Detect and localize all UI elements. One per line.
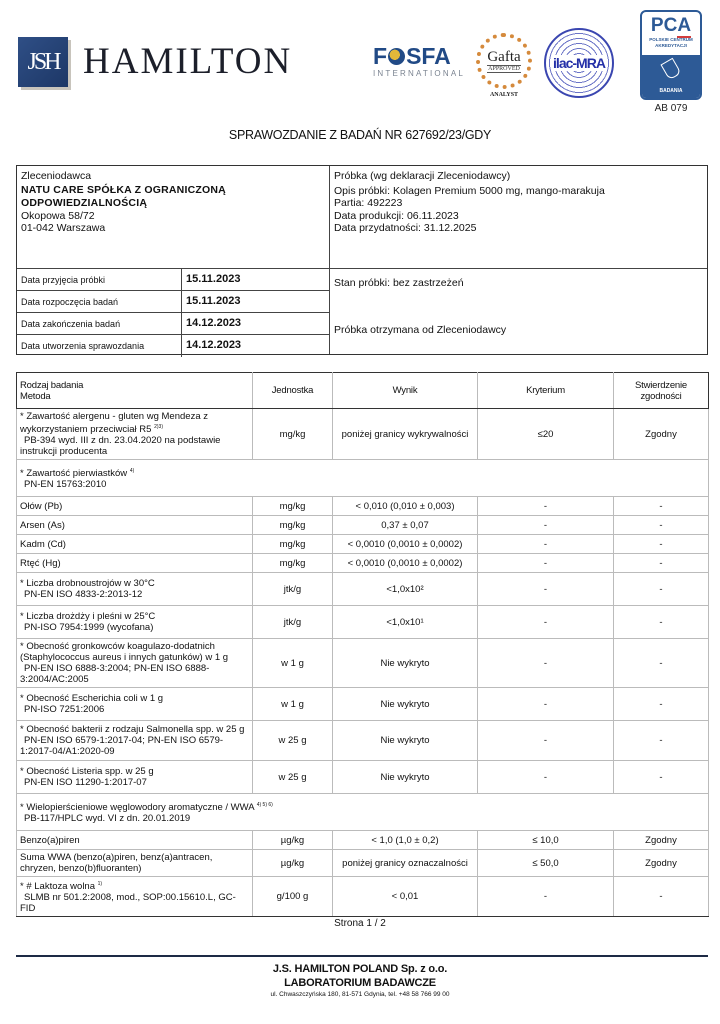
conformity-cell: -	[614, 573, 709, 606]
footer-address: ul. Chwaszczyńska 180, 81-571 Gdynia, tel. +48 58 766 99 00	[270, 991, 450, 998]
footer-company: J.S. HAMILTON POLAND Sp. z o.o.	[272, 963, 448, 975]
criterion-cell: ≤ 10,0	[478, 831, 614, 850]
test-method: PN-ISO 7251:2006	[24, 704, 105, 715]
conformity-cell: -	[614, 877, 709, 917]
unit-cell: µg/kg	[253, 831, 333, 850]
test-method: PB-394 wyd. III z dn. 23.04.2020 na podstawie instrukcji producenta	[20, 435, 221, 457]
result-cell: < 0,01	[333, 877, 478, 917]
conformity-cell: -	[614, 606, 709, 639]
test-name: * Zawartość alergenu - gluten wg Mendeza z wykorzystaniem przeciwciał R5	[20, 411, 208, 435]
result-cell: Nie wykryto	[333, 721, 478, 761]
table-row	[17, 516, 709, 535]
hamilton-wordmark: HAMILTON	[83, 41, 293, 82]
footer-lab: LABORATORIUM BADAWCZE	[284, 977, 436, 989]
jsh-monogram-logo	[18, 37, 68, 87]
result-cell: < 0,0010 (0,0010 ± 0,0002)	[333, 554, 478, 573]
criterion-cell: -	[478, 606, 614, 639]
pca-title: PCA	[650, 15, 692, 36]
test-name-cell	[17, 409, 253, 460]
table-group-row	[17, 460, 709, 497]
globe-icon	[388, 48, 405, 65]
date-value: 14.12.2023	[186, 317, 242, 329]
report-title: SPRAWOZDANIE Z BADAŃ NR 627692/23/GDY	[228, 128, 492, 142]
fosfa-logo	[373, 44, 465, 78]
criterion-cell: -	[478, 516, 614, 535]
result-cell: < 0,0010 (0,0010 ± 0,0002)	[333, 535, 478, 554]
test-name: * Liczba drożdży i pleśni w 25°C	[20, 611, 156, 622]
gafta-approved: APPROVED	[488, 66, 520, 72]
group-method: PB-117/HPLC wyd. VI z dn. 20.01.2019	[24, 813, 191, 824]
unit-cell: jtk/g	[253, 606, 333, 639]
date-label: Data utworzenia sprawozdania	[17, 335, 182, 357]
ilac-mra-text: ilac-MRA	[553, 55, 605, 71]
criterion-cell: ≤ 50,0	[478, 850, 614, 877]
criterion-cell: -	[478, 573, 614, 606]
header-test-line1: Rodzaj badania	[20, 379, 84, 391]
unit-cell: mg/kg	[253, 497, 333, 516]
report-info-box	[16, 165, 708, 355]
footer	[0, 962, 720, 1000]
unit-cell: mg/kg	[253, 409, 333, 460]
table-row	[17, 554, 709, 573]
test-method: PN-EN ISO 6579-1:2017-04; PN-EN ISO 6579-1:2017-04/A1:2020-09	[20, 735, 224, 757]
test-method: PN-ISO 7954:1999 (wycofana)	[24, 622, 154, 633]
criterion-cell: -	[478, 554, 614, 573]
unit-cell: g/100 g	[253, 877, 333, 917]
header-conformity-line2: zgodności	[640, 390, 682, 402]
result-cell: <1,0x10²	[333, 573, 478, 606]
conformity-cell: -	[614, 688, 709, 721]
test-name-cell: Ołów (Pb)	[17, 497, 253, 516]
test-name-cell	[17, 606, 253, 639]
sample-production-date: Data produkcji: 06.11.2023	[334, 209, 459, 222]
test-name: * Obecność gronkowców koagulazo-dodatnich (Staphylococcus aureus i innych gatunków) w 1 g	[20, 641, 229, 663]
result-cell: <1,0x10¹	[333, 606, 478, 639]
footnote-ref: 1)	[97, 881, 103, 887]
conformity-cell: Zgodny	[614, 831, 709, 850]
test-name-cell	[17, 761, 253, 794]
result-cell: poniżej granicy oznaczalności	[333, 850, 478, 877]
conformity-cell: -	[614, 554, 709, 573]
table-row	[17, 497, 709, 516]
col-header-conformity	[614, 373, 709, 409]
wheat-wreath-icon	[476, 33, 532, 89]
criterion-cell: -	[478, 497, 614, 516]
table-row	[17, 831, 709, 850]
pca-code: AB 079	[654, 103, 688, 114]
header-conformity-line1: Stwierdzenie	[635, 379, 687, 391]
conformity-cell: -	[614, 516, 709, 535]
test-name: * Liczba drobnoustrojów w 30°C	[20, 578, 155, 589]
group-cell	[17, 460, 709, 497]
group-method: PN-EN 15763:2010	[24, 479, 107, 490]
test-method: PN-EN ISO 6888-3:2004; PN-EN ISO 6888-3:2004/AC:2005	[20, 663, 210, 685]
date-label: Data rozpoczęcia badań	[17, 291, 182, 312]
client-city: 01-042 Warszawa	[21, 222, 106, 234]
criterion-cell: -	[478, 761, 614, 794]
page-number: Strona 1 / 2	[334, 918, 386, 929]
col-header-criterion: Kryterium	[478, 373, 614, 409]
result-cell: < 0,010 (0,010 ± 0,003)	[333, 497, 478, 516]
result-cell: < 1,0 (1,0 ± 0,2)	[333, 831, 478, 850]
monogram-text: JSH	[27, 48, 59, 75]
date-row	[17, 291, 329, 313]
criterion-cell: -	[478, 688, 614, 721]
criterion-cell: -	[478, 639, 614, 688]
unit-cell: µg/kg	[253, 850, 333, 877]
test-method: PN-EN ISO 11290-1:2017-07	[24, 777, 147, 788]
footer-divider	[16, 955, 708, 957]
unit-cell: jtk/g	[253, 573, 333, 606]
test-name: * Obecność bakterii z rodzaju Salmonella spp. w 25 g	[20, 724, 245, 735]
table-row	[17, 877, 709, 917]
unit-cell: w 25 g	[253, 761, 333, 794]
footnote-ref: 2)3)	[154, 424, 163, 430]
date-value: 14.12.2023	[186, 339, 242, 351]
criterion-cell: -	[478, 721, 614, 761]
test-name-cell: Suma WWA (benzo(a)piren, benz(a)antracen, chryzen, benzo(b)fluoranten)	[17, 850, 253, 877]
results-table	[16, 372, 709, 917]
unit-cell: mg/kg	[253, 516, 333, 535]
result-cell: Nie wykryto	[333, 688, 478, 721]
col-header-test	[17, 373, 253, 409]
result-cell: 0,37 ± 0,07	[333, 516, 478, 535]
table-row	[17, 639, 709, 688]
date-row	[17, 335, 329, 357]
client-name-line2: ODPOWIEDZIALNOŚCIĄ	[21, 197, 148, 209]
criterion-cell: -	[478, 877, 614, 917]
sample-origin: Próbka otrzymana od Zleceniodawcy	[334, 324, 507, 336]
test-name-cell: Arsen (As)	[17, 516, 253, 535]
table-row	[17, 761, 709, 794]
fosfa-subtitle: INTERNATIONAL	[373, 69, 466, 78]
sample-batch: Partia: 492223	[334, 197, 403, 209]
sample-expiry-date: Data przydatności: 31.12.2025	[334, 222, 477, 234]
test-method: PN-EN ISO 4833-2:2013-12	[24, 589, 143, 600]
dates-section	[17, 268, 329, 357]
criterion-cell: ≤20	[478, 409, 614, 460]
conformity-cell: Zgodny	[614, 409, 709, 460]
flask-icon	[660, 58, 681, 81]
date-value: 15.11.2023	[186, 273, 241, 285]
table-row	[17, 606, 709, 639]
sample-section	[329, 166, 707, 268]
sample-status-section	[329, 268, 707, 354]
date-label: Data zakończenia badań	[17, 313, 182, 334]
client-label: Zleceniodawca	[21, 170, 92, 182]
date-row	[17, 313, 329, 335]
fosfa-wordmark: F SFA	[373, 43, 451, 69]
test-name-cell: Benzo(a)piren	[17, 831, 253, 850]
gafta-analyst: ANALYST	[489, 92, 519, 98]
client-street: Okopowa 58/72	[21, 209, 95, 222]
group-name: * Zawartość pierwiastków	[20, 468, 128, 479]
footnote-ref: 4)	[129, 468, 135, 474]
test-name-cell	[17, 688, 253, 721]
footnote-ref: 4) 5) 6)	[256, 802, 273, 808]
group-cell	[17, 794, 709, 831]
test-name-cell: Rtęć (Hg)	[17, 554, 253, 573]
sample-state: Stan próbki: bez zastrzeżeń	[334, 277, 464, 289]
table-row	[17, 688, 709, 721]
conformity-cell: -	[614, 535, 709, 554]
conformity-cell: -	[614, 497, 709, 516]
pca-section: BADANIA	[659, 88, 683, 94]
table-row	[17, 850, 709, 877]
table-row	[17, 409, 709, 460]
client-section	[17, 166, 329, 268]
test-method: SLMB nr 501.2:2008, mod., SOP:00.15610.L, GC-FID	[20, 892, 236, 914]
header-method-line2: Metoda	[20, 390, 51, 402]
unit-cell: mg/kg	[253, 535, 333, 554]
gafta-logo	[474, 33, 534, 98]
col-header-result: Wynik	[333, 373, 478, 409]
conformity-cell: -	[614, 721, 709, 761]
pca-accreditation-logo	[640, 10, 702, 100]
conformity-cell: -	[614, 761, 709, 794]
table-row	[17, 573, 709, 606]
pca-subtitle-2: AKREDYTACJI	[655, 43, 687, 48]
result-cell: Nie wykryto	[333, 761, 478, 794]
pca-subtitle-1: POLSKIE CENTRUM	[649, 37, 693, 42]
table-row	[17, 721, 709, 761]
client-name-line1: NATU CARE SPÓŁKA Z OGRANICZONĄ	[21, 183, 226, 196]
date-row	[17, 269, 329, 291]
conformity-cell: -	[614, 639, 709, 688]
date-value: 15.11.2023	[186, 295, 241, 307]
result-cell: poniżej granicy wykrywalności	[333, 409, 478, 460]
unit-cell: w 1 g	[253, 639, 333, 688]
sample-label: Próbka (wg deklaracji Zleceniodawcy)	[334, 170, 511, 182]
test-name-cell: Kadm (Cd)	[17, 535, 253, 554]
unit-cell: w 1 g	[253, 688, 333, 721]
conformity-cell: Zgodny	[614, 850, 709, 877]
result-cell: Nie wykryto	[333, 639, 478, 688]
test-name: * Obecność Listeria spp. w 25 g	[20, 766, 154, 777]
table-header-row	[17, 373, 709, 409]
test-name-cell	[17, 721, 253, 761]
criterion-cell: -	[478, 535, 614, 554]
test-name-cell	[17, 639, 253, 688]
unit-cell: w 25 g	[253, 721, 333, 761]
test-name-cell	[17, 877, 253, 917]
test-name: * # Laktoza wolna	[20, 881, 95, 892]
ilac-mra-logo	[544, 28, 614, 98]
date-label: Data przyjęcia próbki	[17, 269, 182, 290]
test-name: * Obecność Escherichia coli w 1 g	[20, 693, 164, 704]
gafta-name: Gafta	[487, 49, 521, 65]
table-row	[17, 535, 709, 554]
col-header-unit: Jednostka	[253, 373, 333, 409]
unit-cell: mg/kg	[253, 554, 333, 573]
sample-description: Opis próbki: Kolagen Premium 5000 mg, mango-marakuja	[334, 184, 605, 197]
test-name-cell	[17, 573, 253, 606]
group-name: * Wielopierścieniowe węglowodory aromatyczne / WWA	[20, 802, 255, 813]
table-group-row	[17, 794, 709, 831]
